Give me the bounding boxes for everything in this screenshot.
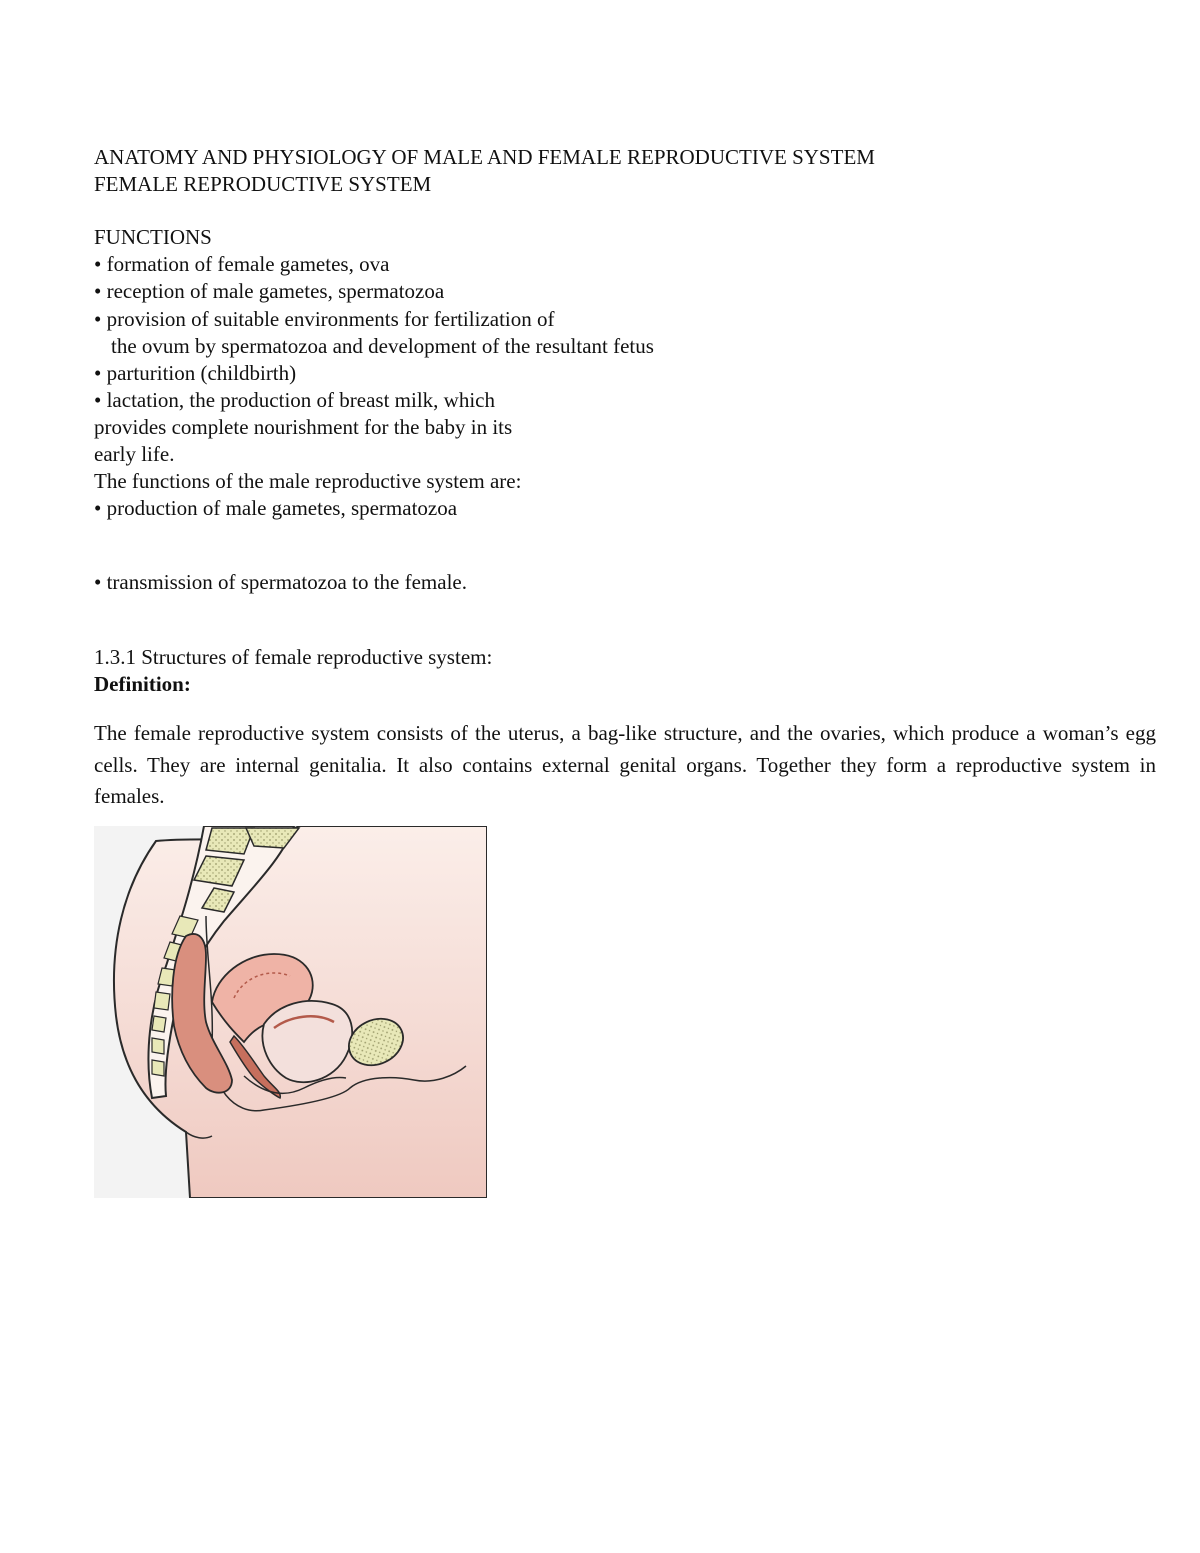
female-reproductive-anatomy-illustration	[94, 826, 487, 1198]
definition-paragraph: The female reproductive system consists of the uterus, a bag-like structure, and the ovaries, which produce a woman’s egg cells. They are internal genitalia. It also contains external genital organs. Together they form a reproductive system in females.	[94, 721, 1156, 808]
function-item: • provision of suitable environments for fertilization of	[94, 307, 555, 331]
document-subtitle: FEMALE REPRODUCTIVE SYSTEM	[94, 172, 432, 196]
section-heading: 1.3.1 Structures of female reproductive system:	[94, 645, 493, 669]
function-item-continuation: provides complete nourishment for the baby in its	[94, 415, 513, 439]
function-item: • transmission of spermatozoa to the female.	[94, 570, 467, 594]
definition-label: Definition:	[94, 672, 191, 696]
function-item: • formation of female gametes, ova	[94, 252, 390, 276]
function-item: • lactation, the production of breast milk, which	[94, 388, 495, 412]
function-item: • production of male gametes, spermatozoa	[94, 496, 458, 520]
function-item: • parturition (childbirth)	[94, 361, 297, 385]
male-functions-intro: The functions of the male reproductive system are:	[94, 469, 522, 493]
function-item-continuation: early life.	[94, 442, 175, 466]
document-title: ANATOMY AND PHYSIOLOGY OF MALE AND FEMALE REPRODUCTIVE SYSTEM	[94, 145, 875, 169]
function-item: • reception of male gametes, spermatozoa	[94, 279, 445, 303]
function-item-continuation: the ovum by spermatozoa and development of the resultant fetus	[111, 334, 654, 358]
functions-heading: FUNCTIONS	[94, 225, 212, 249]
